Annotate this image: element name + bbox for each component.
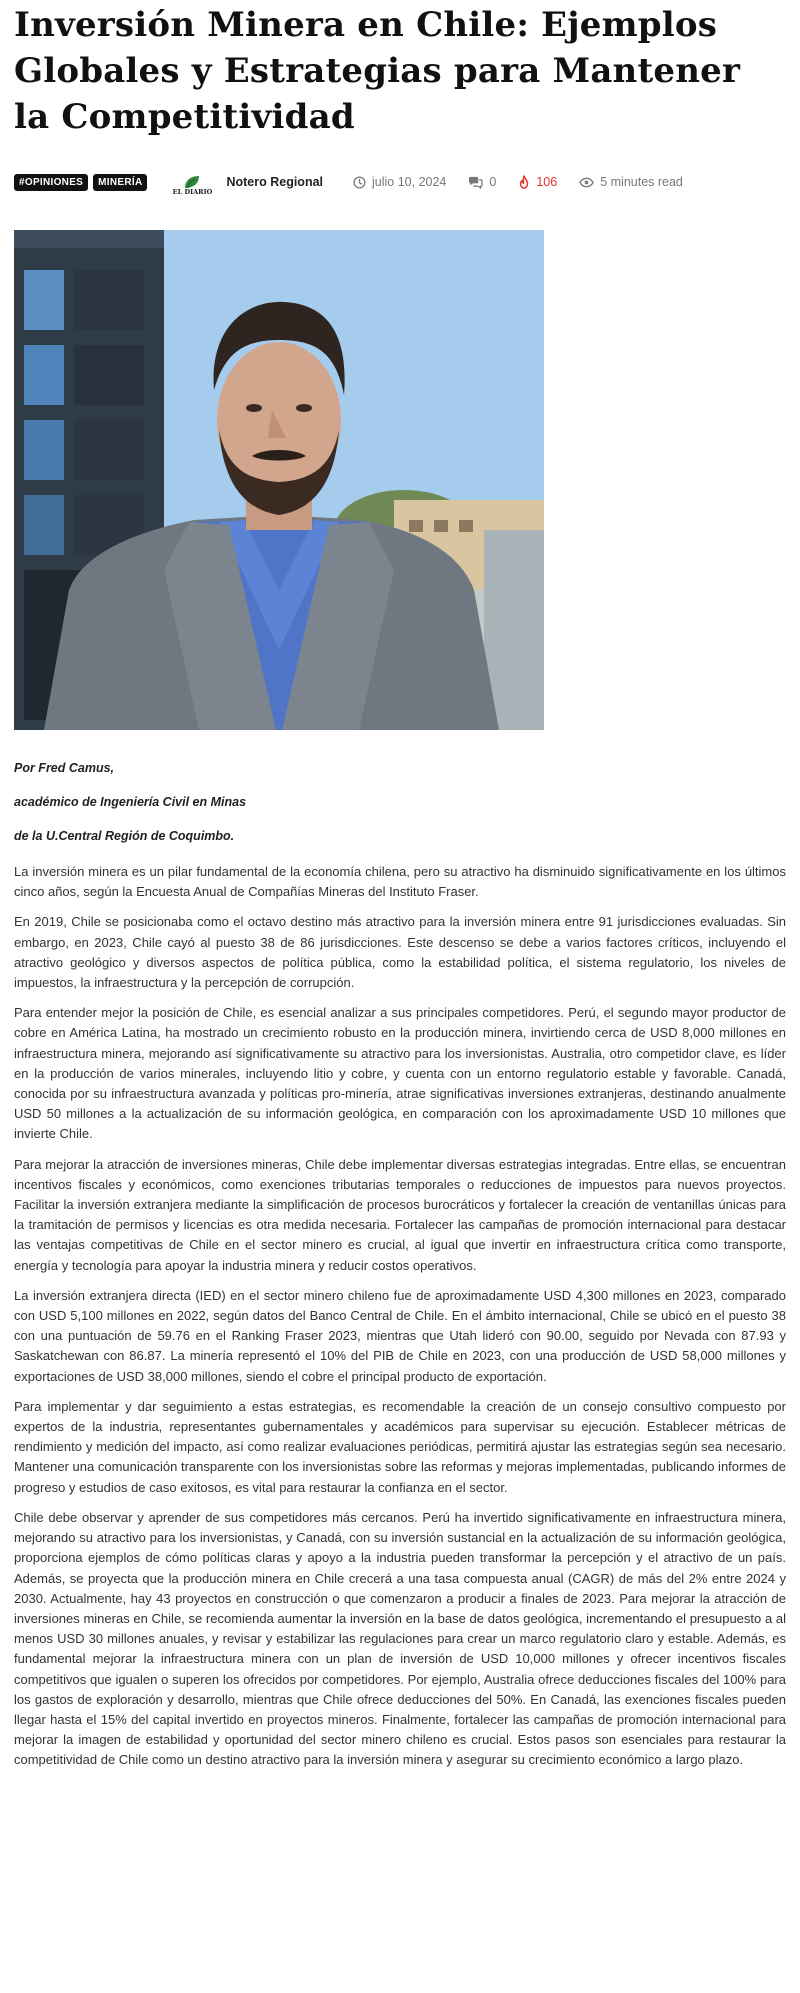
flame-icon — [518, 175, 530, 189]
leaf-logo-icon — [182, 175, 202, 189]
comment-count: 0 — [489, 175, 497, 189]
portrait-illustration — [14, 230, 544, 730]
byline — [14, 760, 786, 844]
date-item — [353, 175, 446, 189]
byline-line: académico de Ingeniería Civil en Minas — [14, 795, 247, 809]
logo-text: EL DIARIO — [172, 188, 213, 196]
article-title: Inversión Minera en Chile: Ejemplos Globales y Estrategias para Mantener la Competitividad — [14, 5, 741, 137]
clock-icon — [353, 176, 366, 189]
hot-item — [518, 175, 557, 189]
byline-line: Por Fred Camus, — [14, 761, 115, 775]
comments-item[interactable] — [468, 175, 496, 189]
comments-icon — [468, 176, 483, 189]
hot-count: 106 — [536, 175, 558, 189]
paragraph: Para entender mejor la posición de Chile, es esencial analizar a sus principales competidores. Perú, el segundo mayor productor de cobre en América Latina, ha mostrado un crecimiento robusto en la producción minera, invirtiendo cerca de USD 8,000 millones en infraestructura minera, mejorando así significativamente su atractivo para los inversionistas. Australia, otro competidor clave, es líder en la producción de varios minerales, incluyendo litio y cobre, y cuenta con un entorno regulatorio estable y favorable. Canadá, conocida por su infraestructura avanzada y políticas pro-minería, atrae significativas inversiones extranjeras, destinando anualmente USD 50 millones a la actualización de su información geológica, en comparación con los aproximadamente USD 10 millones que invierte Chile. — [14, 1005, 786, 1142]
read-time-item — [579, 175, 683, 189]
eye-icon — [579, 177, 594, 188]
paragraph: La inversión extranjera directa (IED) en el sector minero chileno fue de aproximadamente USD 4,300 millones en 2023, comparado con USD 5,100 millones en 2022, según datos del Banco Central de Chile. En el ámbito internacional, Chile se ubicó en el puesto 38 con una puntuación de 59.76 en el Ranking Fraser 2023, mientras que Utah lideró con 90.00, seguido por Nevada con 87.93 y Saskatchewan con 86.87. La minería representó el 10% del PIB de Chile en 2023, con una producción de USD 58,000 millones y exportaciones de USD 38,000 millones, siendo el cobre el principal producto de exportación. — [14, 1287, 786, 1384]
author-name[interactable]: Notero Regional — [226, 175, 324, 189]
paragraph: La inversión minera es un pilar fundamental de la economía chilena, pero su atractivo ha disminuido significativamente en los últimos cinco años, según la Encuesta Anual de Compañías Mineras del Instituto Fraser. — [14, 864, 786, 900]
byline-line: de la U.Central Región de Coquimbo. — [14, 829, 235, 843]
paragraph: Para implementar y dar seguimiento a estas estrategias, es recomendable la creación de un consejo consultivo compuesto por expertos de la industria, representantes gubernamentales y académicos para supervisar su ejecución. Establecer métricas de rendimiento y medición del impacto, así como realizar evaluaciones periódicas, permitirá ajustar las estrategias según sea necesario. Mantener una comunicación transparente con los inversionistas sobre las reformas y mejoras implementadas, publicando informes de progreso y estudios de caso exitosos, es vital para restaurar la confianza en el sector. — [14, 1398, 786, 1495]
paragraph: Para mejorar la atracción de inversiones mineras, Chile debe implementar diversas estrategias integradas. Entre ellas, se encuentran incentivos fiscales y económicos, como exenciones tributarias temporales o reducciones de impuestos para nuevos proyectos. Facilitar la inversión extranjera mediante la simplificación de procesos burocráticos y fortalecer la creación de ventanillas únicas para la tramitación de permisos y licencias es otra medida necesaria. Fortalecer las campañas de promoción internacional para destacar las ventajas competitivas de Chile en el sector minero es crucial, al igual que invertir en infraestructura crítica como transporte, energía y tecnología para apoyar la industria minera y reducir costos operativos. — [14, 1156, 786, 1273]
article-body — [14, 862, 786, 1771]
read-time: 5 minutes read — [600, 175, 683, 189]
publish-date: julio 10, 2024 — [372, 175, 447, 189]
article-meta — [14, 164, 786, 200]
paragraph: Chile debe observar y aprender de sus competidores más cercanos. Perú ha invertido significativamente en infraestructura minera, mejorando su atractivo para los inversionistas, y Canadá, con su inversión sustancial en la actualización de su información geológica, proporciona ejemplos de cómo políticas claras y apoyo a la industria pueden transformar la percepción y el atractivo de un país. Además, se proyecta que la producción minera en Chile crecerá a una tasa compuesta anual (CAGR) de más del 2% entre 2024 y 2030. Actualmente, hay 43 proyectos en construcción o que comenzaron a producir a finales de 2023. Para mejorar la atracción de inversiones mineras en Chile, se recomienda aumentar la inversión en la base de datos geológica, incrementando el presupuesto a al menos USD 30 millones anuales, y revisar y estabilizar las regulaciones para crear un marco regulatorio claro y estable. Además, es fundamental mejorar la infraestructura minera con un plan de inversión de USD 10,000 millones y ofrecer incentivos fiscales competitivos que igualen o superen los ofrecidos por competidores. Por ejemplo, Australia ofrece deducciones fiscales del 100% para los gastos de exploración y desarrollo, mientras que Chile ofrece deducciones del 50%. En Canadá, las exenciones fiscales pueden llegar hasta el 15% del capital invertido en proyectos mineros. Finalmente, fortalecer las campañas de promoción internacional para mejorar la imagen de estabilidad y oportunidad del sector minero chileno es crucial. Estos pasos son esenciales para restaurar la competitividad de Chile como un destino atractivo para la inversión minera y asegurar su crecimiento económico a largo plazo. — [14, 1509, 786, 1768]
tag-opiniones[interactable]: #OPINIONES — [14, 174, 88, 191]
author-logo[interactable] — [172, 168, 212, 196]
tag-mineria[interactable]: MINERÍA — [93, 174, 147, 191]
paragraph: En 2019, Chile se posicionaba como el octavo destino más atractivo para la inversión minera entre 91 jurisdicciones evaluadas. Sin embargo, en 2023, Chile cayó al puesto 38 de 86 jurisdicciones. Este descenso se debe a varios factores críticos, incluyendo el atractivo geológico y diversos aspectos de política pública, como la estabilidad política, el sistema regulatorio, los niveles de impuestos, la infraestructura y la percepción de corrupción. — [14, 914, 786, 991]
featured-image — [14, 230, 544, 730]
